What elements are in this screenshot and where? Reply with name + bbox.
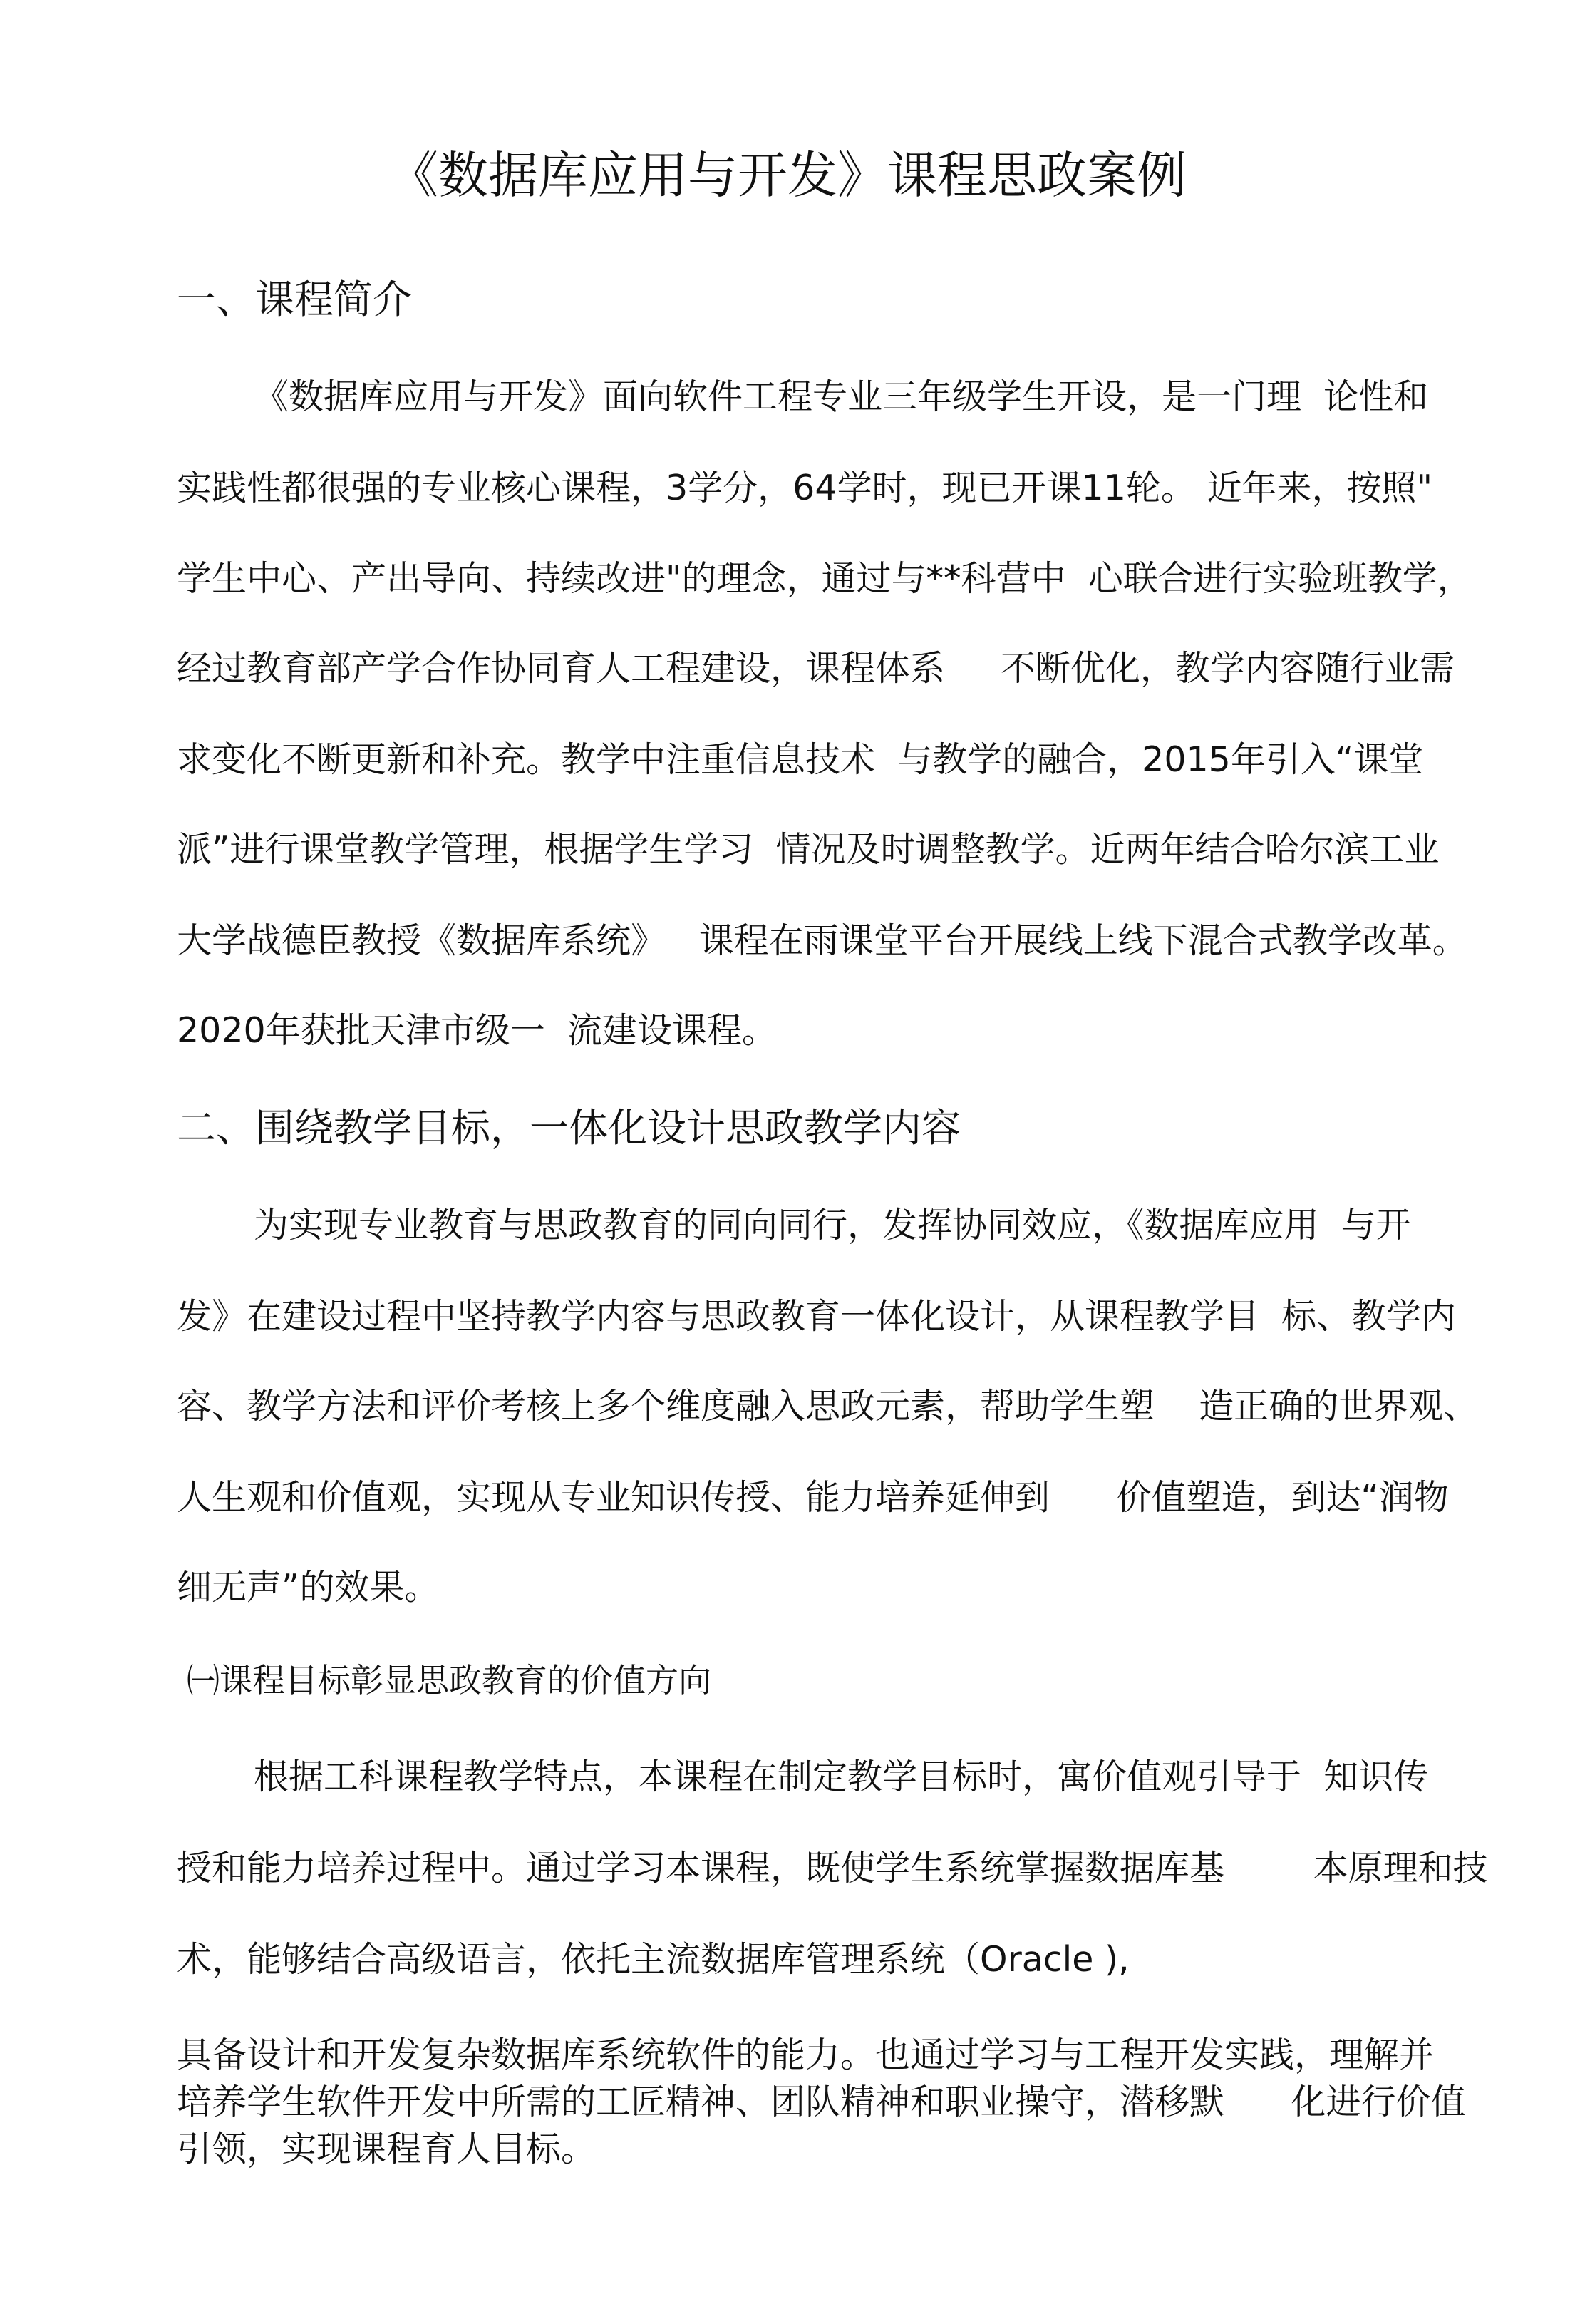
- paragraph-line: 引领，实现课程育人目标。: [177, 2129, 597, 2169]
- section-heading-course-intro: 一、课程简介: [177, 277, 413, 322]
- subsection-heading-course-goals: ㈠课程目标彰显思政教育的价值方向: [187, 1661, 711, 1700]
- paragraph-line: 人生观和价值观，实现从专业知识传授、能力培养延伸到 价值塑造，到达“润物: [177, 1477, 1449, 1518]
- paragraph-line: 大学战德臣教授《数据库系统》 课程在雨课堂平台开展线上线下混合式教学改革。: [177, 920, 1467, 961]
- paragraph-line: 派”进行课堂教学管理，根据学生学习 情况及时调整教学。近两年结合哈尔滨工业: [177, 829, 1440, 870]
- paragraph-line: 术，能够结合高级语言，依托主流数据库管理系统（Oracle ),: [177, 1939, 1130, 1980]
- paragraph-line: 2020年获批天津市级一 流建设课程。: [177, 1010, 777, 1051]
- paragraph-line: 实践性都很强的专业核心课程，3学分，64学时，现已开课11轮。 近年来，按照": [177, 468, 1432, 508]
- paragraph-line: 细无声”的效果。: [177, 1567, 440, 1608]
- paragraph-line: 具备设计和开发复杂数据库系统软件的能力。也通过学习与工程开发实践，理解并: [177, 2035, 1435, 2075]
- paragraph-line: 为实现专业教育与思政教育的同向同行，发挥协同效应，《数据库应用 与开: [254, 1205, 1411, 1245]
- paragraph-line: 求变化不断更新和补充。教学中注重信息技术 与教学的融合，2015年引入“课堂: [177, 739, 1424, 780]
- paragraph-line: 《数据库应用与开发》面向软件工程专业三年级学生开设，是一门理 论性和: [254, 376, 1429, 417]
- section-heading-teaching-goals: 二、围绕教学目标，一体化设计思政教学内容: [177, 1105, 961, 1151]
- paragraph-line: 根据工科课程教学特点，本课程在制定教学目标时，寓价值观引导于 知识传: [254, 1757, 1429, 1797]
- paragraph-line: 发》在建设过程中坚持教学内容与思政教育一体化设计，从课程教学目 标、教学内: [177, 1296, 1457, 1337]
- document-title: 《数据库应用与开发》课程思政案例: [388, 146, 1187, 205]
- paragraph-line: 经过教育部产学合作协同育人工程建设，课程体系 不断优化，教学内容随行业需: [177, 648, 1455, 689]
- paragraph-line: 授和能力培养过程中。通过学习本课程，既使学生系统掌握数据库基 本原理和技: [177, 1848, 1488, 1888]
- paragraph-line: 学生中心、产出导向、持续改进"的理念，通过与**科营中 心联合进行实验班教学，: [177, 558, 1472, 599]
- paragraph-line: 培养学生软件开发中所需的工匠精神、团队精神和职业操守，潜移默 化进行价值: [177, 2082, 1466, 2122]
- paragraph-line: 容、教学方法和评价考核上多个维度融入思政元素，帮助学生塑 造正确的世界观、: [177, 1386, 1479, 1426]
